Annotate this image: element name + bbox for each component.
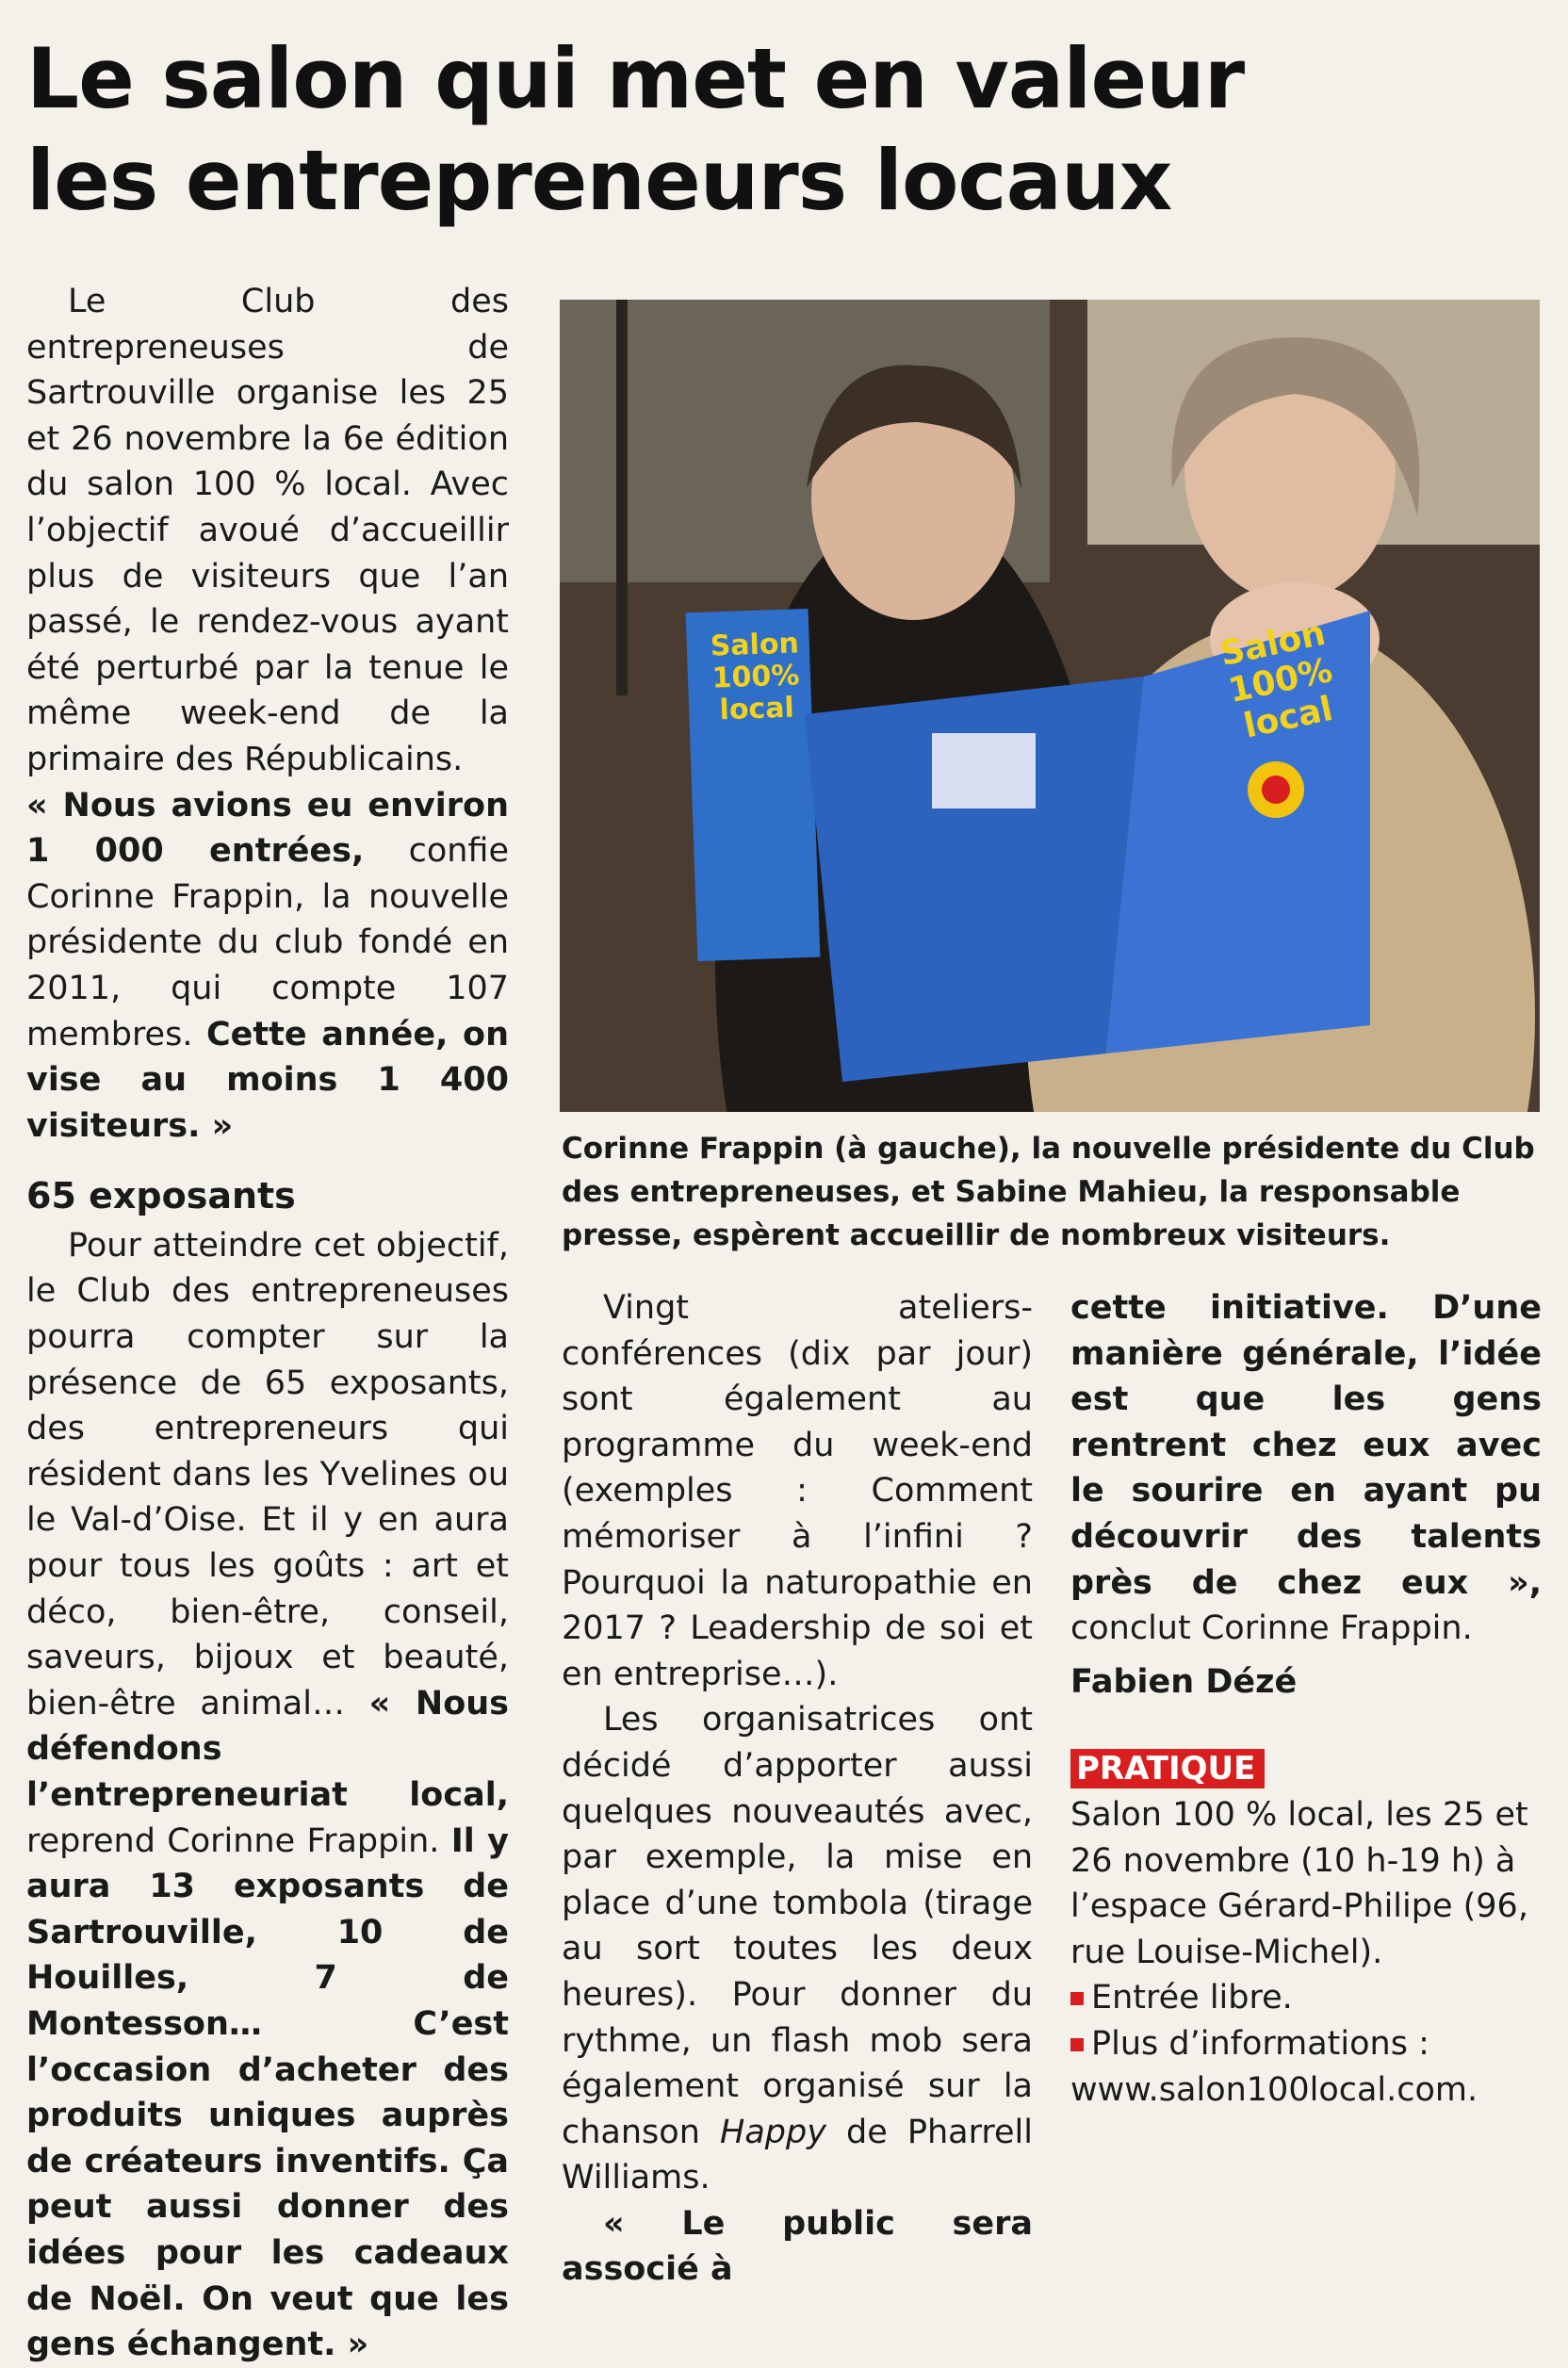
brochure-right-title: Salon 100% local	[1217, 613, 1336, 746]
article-column-3	[1070, 1285, 1542, 2113]
quote-text: Il y aura 13 exposants de Sartrouville, 10 de Houilles, 7 de Montesson… C’est l’occasion d’acheter des produits uniques auprès de créateurs inventifs. Ça peut aussi donner des idées pour les cadeaux de Noël. On veut que les gens échangent. »	[26, 1821, 509, 2364]
photo-caption: Corinne Frappin (à gauche), la nouvelle présidente du Club des entrepreneuses, et Sabine Mahieu, la responsable presse, espèrent accueillir de nombreux visiteurs.	[562, 1132, 1535, 1252]
subheading: 65 exposants	[26, 1175, 296, 1217]
pratique-text: Salon 100 % local, les 25 et 26 novembre (10 h-19 h) à l’espace Gérard-Philipe (96, rue Louise-Michel).	[1070, 1795, 1528, 1971]
paragraph-nouveautes	[562, 1697, 1033, 2201]
article-column-1	[26, 279, 509, 2368]
body-text: de Pharrell Williams.	[562, 2113, 1033, 2197]
pratique-entry	[1070, 1975, 1542, 2021]
quote-text: « Nous défendons l’entrepreneuriat local,	[26, 1684, 509, 1814]
pratique-info	[1070, 2021, 1542, 2113]
paragraph-ateliers: Vingt ateliers-conférences (dix par jour) sont également au programme du week-end (exemples : Comment mémoriser à l’infini ? Pourquoi la naturopathie en 2017 ? Leadership de soi et en entreprise…).	[562, 1289, 1033, 1693]
article-column-2	[562, 1285, 1033, 2293]
paragraph-quote-1	[26, 783, 509, 1150]
quote-text: Cette année, on vise au moins 1 400 visiteurs. »	[26, 1015, 510, 1145]
bullet-icon	[1070, 1992, 1084, 2005]
paragraph-intro: Le Club des entrepreneuses de Sartrouville organise les 25 et 26 novembre la 6e édition du salon 100 % local. Avec l’objectif avoué d’accueillir plus de visiteurs que l’an passé, le rendez-vous ayant été perturbé par la tenue le même week-end de la primaire des Républicains.	[26, 283, 509, 778]
pratique-box	[1070, 1746, 1542, 1792]
body-text: Les organisatrices ont décidé d’apporter aussi quelques nouveautés avec, par exemple, la mise en place d’une tombola (tirage au sort toutes les deux heures). Pour donner du rythme, un flash mob sera également organisé sur la chanson	[562, 1701, 1033, 2151]
paragraph-quote-public: « Le public sera associé à	[562, 2204, 1033, 2289]
body-text: confie Corinne Frappin, la nouvelle présidente du club fondé en 2011, qui compte 107 membres.	[26, 832, 509, 1053]
paragraph-exposants	[26, 1223, 509, 2368]
author-signature: Fabien Dézé	[1070, 1662, 1298, 1701]
quote-text: « Nous avions eu environ 1 000 entrées,	[26, 786, 509, 871]
pratique-entry-text: Entrée libre.	[1091, 1979, 1293, 2017]
body-text: Pour atteindre cet objectif, le Club des entrepreneuses pourra compter sur la présence de 65 exposants, des entrepreneurs qui résident dans les Yvelines ou le Val-d’Oise. Et il y en aura pour tous les goûts : art et déco, bien-être, conseil, saveurs, bijoux et beauté, bien-être animal…	[26, 1226, 509, 1723]
pratique-info-text: Plus d’informations : www.salon100local.com.	[1070, 2024, 1478, 2109]
song-title: Happy	[720, 2113, 826, 2151]
headline-line-2: les entrepreneurs locaux	[26, 132, 1172, 229]
bullet-icon	[1070, 2038, 1084, 2051]
body-text: reprend Corinne Frappin.	[26, 1821, 451, 1860]
brochure-left-title: Salon 100% local	[710, 627, 800, 727]
quote-text: cette initiative. D’une manière générale, l’idée est que les gens rentrent chez eux avec le sourire en ayant pu découvrir des talents près de chez eux »,	[1070, 1289, 1542, 1602]
article-photo	[560, 300, 1540, 1112]
page-title	[26, 28, 1534, 232]
headline-line-1: Le salon qui met en valeur	[26, 30, 1245, 127]
pratique-label: PRATIQUE	[1070, 1749, 1265, 1788]
body-text: conclut Corinne Frappin.	[1070, 1609, 1473, 1648]
paragraph-conclusion	[1070, 1285, 1542, 1652]
